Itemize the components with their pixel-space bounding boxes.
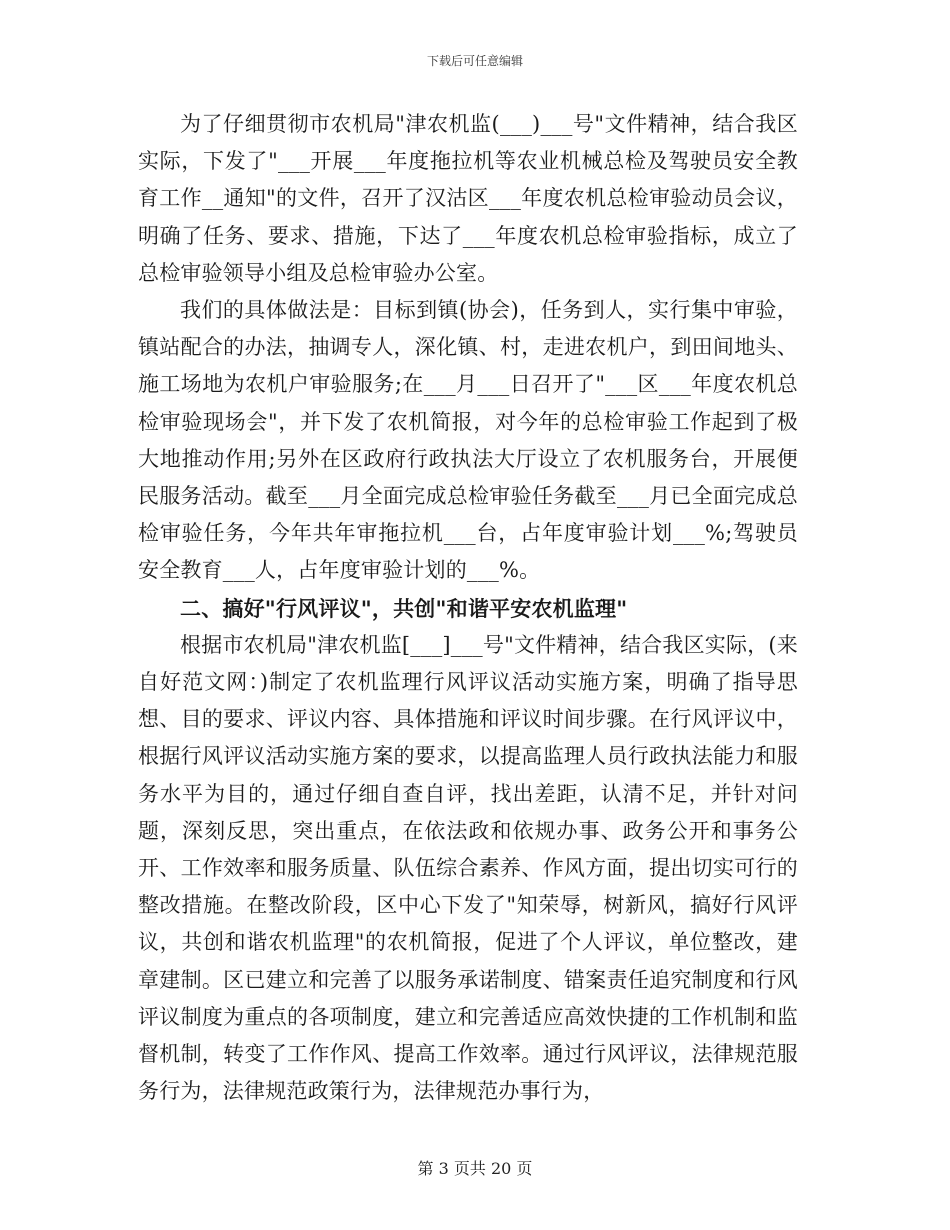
section-heading: 二、搞好"行风评议"，共创"和谐平安农机监理": [180, 595, 628, 621]
paragraph-1: 为了仔细贯彻市农机局"津农机监(___)___号"文件精神，结合我区实际，下发了"___开展___年度拖拉机等农业机械总检及驾驶员安全教育工作__通知"的文件，召开了汉沽区___年度农机总检审验动员会议，明确了任务、要求、措施，下达了___年度农机总检审验指标，成立了总检审验领导小组及总检审验办公室。: [138, 112, 798, 285]
page-number: 第 3 页共 20 页: [417, 1159, 533, 1178]
page-header: 下载后可任意编辑: [426, 54, 523, 68]
document-body: [138, 106, 798, 1110]
paragraph-2: 我们的具体做法是：目标到镇(协会)，任务到人，实行集中审验，镇站配合的办法，抽调专人，深化镇、村，走进农机户，到田间地头、施工场地为农机户审验服务;在___月___日召开了"___区___年度农机总检审验现场会"，并下发了农机简报，对今年的总检审验工作起到了极大地推动作用;另外在区政府行政执法大厅设立了农机服务台，开展便民服务活动。截至___月全面完成总检审验任务截至___月已全面完成总检审验任务，今年共年审拖拉机___台，占年度审验计划___%;驾驶员安全教育___人，占年度审验计划的___%。: [138, 298, 798, 583]
paragraph-3: 根据市农机局"津农机监[___]___号"文件精神，结合我区实际，(来自好范文网：)制定了农机监理行风评议活动实施方案，明确了指导思想、目的要求、评议内容、具体措施和评议时间步骤。在行风评议中，根据行风评议活动实施方案的要求，以提高监理人员行政执法能力和服务水平为目的，通过仔细自查自评，找出差距，认清不足，并针对问题，深刻反思，突出重点，在依法政和依规办事、政务公开和事务公开、工作效率和服务质量、队伍综合素养、作风方面，提出切实可行的整改措施。在整改阶段，区中心下发了"知荣辱，树新风，搞好行风评议，共创和谐农机监理"的农机简报，促进了个人评议，单位整改，建章建制。区已建立和完善了以服务承诺制度、错案责任追究制度和行风评议制度为重点的各项制度，建立和完善适应高效快捷的工作机制和监督机制，转变了工作作风、提高工作效率。通过行风评议，法律规范服务行为，法律规范政策行为，法律规范办事行为，: [138, 632, 798, 1104]
